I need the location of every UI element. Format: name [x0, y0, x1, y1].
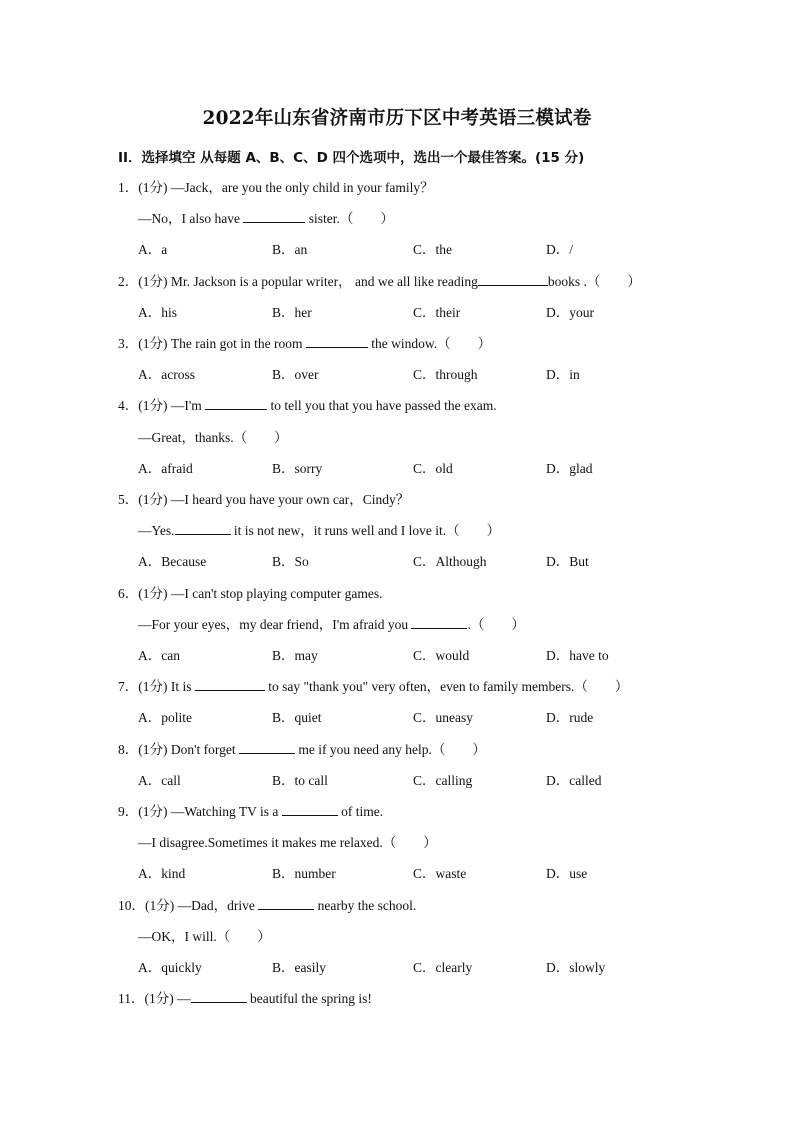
option-b: B．an — [272, 242, 308, 258]
option-c: C．old — [413, 460, 453, 476]
option-d: D．in — [546, 367, 580, 383]
option-c: C．Although — [413, 554, 487, 570]
option-d: D．glad — [546, 460, 593, 476]
question-stem — [118, 332, 491, 352]
question-stem — [118, 270, 641, 290]
question-text: —OK，I will.（ ） — [138, 928, 271, 944]
question-text: 7．(1分) It is — [118, 679, 195, 695]
option-row — [0, 769, 794, 789]
question-text: 8．(1分) Don't forget — [118, 741, 240, 757]
option-c: C．clearly — [413, 960, 473, 975]
question-text: 1．(1分) —Jack，are you the only child in your family？ — [118, 180, 434, 195]
option-b: B．sorry — [272, 460, 323, 476]
option-c: C．calling — [413, 772, 473, 788]
question-dialogue — [138, 831, 437, 851]
option-d: D．your — [546, 304, 594, 320]
option-c: C．would — [413, 648, 470, 663]
question-text: beautiful the spring is! — [246, 991, 372, 1007]
option-b: B．number — [272, 866, 336, 882]
question-stem — [118, 394, 497, 414]
option-d: D．/ — [546, 242, 573, 258]
option-a: A．polite — [138, 710, 192, 726]
question-stem — [118, 738, 486, 758]
answer-blank — [478, 273, 548, 286]
question-text: 6．(1分) —I can't stop playing computer games. — [118, 585, 383, 601]
question-text: to tell you that you have passed the exam. — [267, 398, 497, 414]
answer-blank — [243, 210, 305, 223]
option-row — [0, 457, 794, 477]
question-dialogue — [138, 925, 271, 945]
option-a: A．his — [138, 304, 178, 320]
question-text: —For your eyes，my dear friend，I'm afraid you — [138, 616, 412, 632]
option-c: C．their — [413, 304, 461, 320]
question-text: 3．(1分) The rain got in the room — [118, 336, 306, 351]
question-stem — [118, 176, 434, 196]
question-text: 4．(1分) —I'm — [118, 398, 206, 414]
option-b: B．to call — [272, 772, 328, 788]
question-text: .（ ） — [467, 616, 525, 632]
option-b: B．over — [272, 367, 319, 383]
answer-blank — [411, 616, 467, 629]
option-c: C．the — [413, 242, 452, 258]
option-b: B．quiet — [272, 710, 322, 726]
option-row — [0, 862, 794, 882]
question-text: 2．(1分) Mr. Jackson is a popular writer， and we all like reading — [118, 273, 478, 289]
option-a: A．kind — [138, 866, 186, 882]
option-d: D．have to — [546, 648, 609, 663]
option-c: C．waste — [413, 866, 467, 882]
option-a: A．a — [138, 242, 168, 258]
question-text: 9．(1分) —Watching TV is a — [118, 804, 282, 819]
option-d: D．use — [546, 866, 588, 882]
question-text: 11．(1分) — — [118, 991, 191, 1007]
question-dialogue — [138, 613, 525, 633]
question-text: books .（ ） — [547, 273, 641, 289]
option-row — [0, 706, 794, 726]
question-stem — [118, 675, 628, 695]
option-a: A．call — [138, 772, 181, 788]
option-b: B．So — [272, 554, 309, 570]
option-row — [0, 238, 794, 258]
option-d: D．rude — [546, 710, 594, 726]
question-text: —Great，thanks.（ ） — [138, 429, 288, 445]
answer-blank — [205, 397, 267, 410]
question-text: 5．(1分) —I heard you have your own car，Cindy？ — [118, 492, 410, 507]
question-stem — [118, 488, 409, 508]
option-b: B．easily — [272, 960, 326, 975]
option-row — [0, 301, 794, 321]
option-row — [0, 363, 794, 383]
question-text: nearby the school. — [314, 897, 417, 913]
option-a: A．can — [138, 648, 180, 663]
option-d: D．slowly — [546, 960, 606, 975]
option-c: C．uneasy — [413, 710, 473, 726]
answer-blank — [239, 741, 295, 754]
option-c: C．through — [413, 367, 478, 383]
question-text: —No，I also have — [138, 211, 244, 227]
option-d: D．called — [546, 772, 602, 788]
page-title: 2022年山东省济南市历下区中考英语三模试卷 — [202, 108, 592, 129]
option-a: A．across — [138, 367, 195, 383]
answer-blank — [282, 803, 338, 816]
option-a: A．quickly — [138, 960, 202, 975]
option-d: D．But — [546, 554, 589, 570]
question-text: me if you need any help.（ ） — [295, 741, 486, 757]
question-text: —Yes. — [138, 523, 175, 539]
question-stem — [118, 987, 372, 1007]
question-stem — [118, 894, 416, 914]
option-row — [0, 956, 794, 976]
answer-blank — [175, 522, 231, 535]
question-dialogue — [138, 207, 394, 227]
option-a: A．Because — [138, 554, 207, 570]
answer-blank — [191, 990, 247, 1003]
question-stem — [118, 582, 383, 602]
answer-blank — [195, 678, 265, 691]
question-stem — [118, 800, 383, 820]
question-text: sister.（ ） — [305, 211, 394, 227]
answer-blank — [306, 335, 368, 348]
question-text: —I disagree.Sometimes it makes me relaxed.（ ） — [138, 835, 437, 851]
option-row — [0, 644, 794, 664]
question-dialogue — [138, 519, 500, 539]
answer-blank — [258, 897, 314, 910]
question-text: the window.（ ） — [367, 336, 492, 351]
option-a: A．afraid — [138, 460, 193, 476]
option-b: B．her — [272, 304, 312, 320]
question-text: of time. — [337, 804, 384, 819]
question-text: it is not new，it runs well and I love it.（ ） — [230, 523, 501, 539]
question-text: to say "thank you" very often，even to family members.（ ） — [264, 679, 629, 695]
option-row — [0, 550, 794, 570]
section-heading: II．选择填空 从每题 A、B、C、D 四个选项中，选出一个最佳答案。(15 分) — [118, 150, 585, 166]
option-b: B．may — [272, 648, 318, 663]
question-text: 10．(1分) —Dad，drive — [118, 897, 259, 913]
question-dialogue — [138, 426, 288, 446]
